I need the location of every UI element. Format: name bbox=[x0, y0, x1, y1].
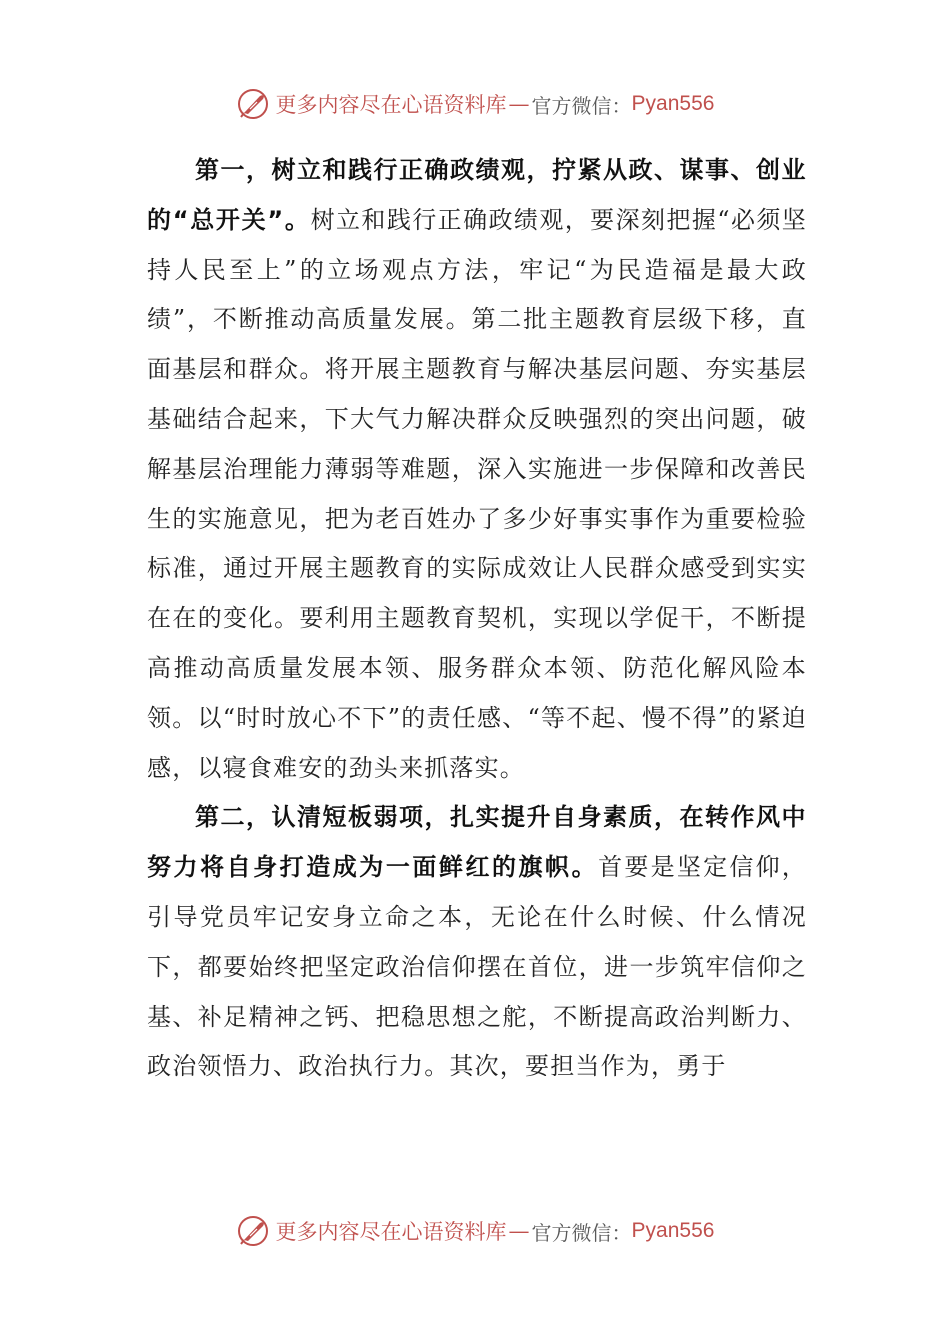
banner-dash: — bbox=[508, 92, 530, 116]
paragraph-2-heading: 第二，认清短板弱项，扎实提升自身素质，在转作风中努力将自身打造成为一面鲜红的旗帜。 bbox=[147, 803, 807, 882]
paragraph-2 bbox=[147, 793, 807, 1092]
feather-pen-circle-icon bbox=[236, 1214, 270, 1248]
banner-text: 更多内容尽在心语资料库 bbox=[275, 93, 507, 117]
paragraph-2-text: 首要是坚定信仰，引导党员牢记安身立命之本，无论在什么时候、什么情况下，都要始终把坚定政治信仰摆在首位，进一步筑牢信仰之基、补足精神之钙、把稳思想之舵，不断提高政治判断力、政治领悟力、政治执行力。其次，要担当作为，勇于 bbox=[147, 853, 807, 1081]
paragraph-1-text: 树立和践行正确政绩观，要深刻把握“必须坚持人民至上”的立场观点方法，牢记“为民造福是最大政绩”，不断推动高质量发展。第二批主题教育层级下移，直面基层和群众。将开展主题教育与解决基层问题、夯实基层基础结合起来，下大气力解决群众反映强烈的突出问题，破解基层治理能力薄弱等难题，深入实施进一步保障和改善民生的实施意见，把为老百姓办了多少好事实事作为重要检验标准，通过开展主题教育的实际成效让人民群众感受到实实在在的变化。要利用主题教育契机，实现以学促干，不断提高推动高质量发展本领、服务群众本领、防范化解风险本领。以“时时放心不下”的责任感、“等不起、慢不得”的紧迫感，以寝食难安的劲头来抓落实。 bbox=[147, 205, 807, 782]
header-banner bbox=[0, 84, 950, 124]
footer-banner bbox=[0, 1211, 950, 1251]
footer-banner-text: 更多内容尽在心语资料库 bbox=[275, 1220, 507, 1244]
footer-banner-official-label: 官方微信： bbox=[531, 1220, 632, 1245]
footer-banner-wechat-id: Pyan556 bbox=[631, 1219, 715, 1242]
feather-pen-circle-icon bbox=[236, 87, 270, 121]
banner-official-label: 官方微信： bbox=[531, 93, 632, 118]
paragraph-1-heading: 第一，树立和践行正确政绩观，拧紧从政、谋事、创业的“总开关”。 bbox=[147, 156, 807, 234]
paragraph-1 bbox=[147, 146, 807, 793]
footer-banner-dash: — bbox=[508, 1219, 530, 1243]
banner-wechat-id: Pyan556 bbox=[631, 92, 715, 115]
document-body bbox=[147, 146, 807, 1092]
